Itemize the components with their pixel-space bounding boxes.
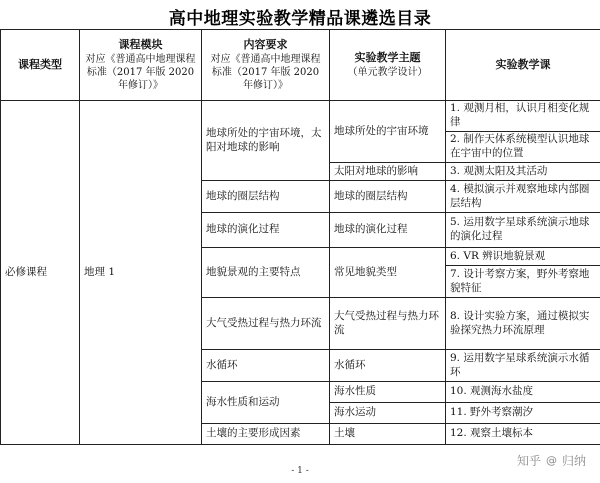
theme-cell: 海水性质 xyxy=(330,382,446,403)
header-theme-note: （单元教学设计） xyxy=(347,66,428,78)
module-cell: 地理 1 xyxy=(80,101,202,445)
lesson-cell: 10. 观测海水盐度 xyxy=(446,382,600,403)
theme-cell: 地球的圈层结构 xyxy=(330,181,446,213)
content-cell: 地貌景观的主要特点 xyxy=(202,248,330,298)
document-title: 高中地理实验教学精品课遴选目录 xyxy=(168,9,432,29)
lesson-cell: 11. 野外考察潮汐 xyxy=(446,403,600,424)
content-cell: 地球所处的宇宙环境，太阳对地球的影响 xyxy=(202,101,330,181)
theme-cell: 地球的演化过程 xyxy=(330,213,446,248)
theme-cell: 大气受热过程与热力环流 xyxy=(330,298,446,350)
lesson-cell: 4. 模拟演示并观察地球内部圈层结构 xyxy=(446,181,600,213)
lesson-cell: 8. 设计实验方案，通过模拟实验探究热力环流原理 xyxy=(446,298,600,350)
page-number: - 1 - xyxy=(291,466,309,476)
content-cell: 土壤的主要形成因素 xyxy=(202,424,330,445)
watermark-author: 归纳 xyxy=(561,454,586,468)
lesson-cell: 3. 观测太阳及其活动 xyxy=(446,163,600,181)
header-content-note: 对应《普通高中地理课程标准（2017 年版 2020 年修订）》 xyxy=(210,53,321,91)
content-cell: 地球的圈层结构 xyxy=(202,181,330,213)
content-cell: 水循环 xyxy=(202,350,330,382)
theme-cell: 土壤 xyxy=(330,424,446,445)
lesson-cell: 9. 运用数字星球系统演示水循环 xyxy=(446,350,600,382)
header-module-title: 课程模块 xyxy=(118,38,163,52)
lesson-cell: 12. 观察土壤标本 xyxy=(446,424,600,445)
course-type-cell: 必修课程 xyxy=(1,101,80,445)
theme-cell: 海水运动 xyxy=(330,403,446,424)
content-cell: 大气受热过程与热力环流 xyxy=(202,298,330,350)
watermark-at: @ xyxy=(545,454,557,467)
header-content xyxy=(202,30,330,101)
header-row xyxy=(1,30,600,101)
lesson-cell: 5. 运用数字星球系统演示地球的演化过程 xyxy=(446,213,600,248)
catalog-table xyxy=(0,29,600,445)
header-module-note: 对应《普通高中地理课程标准（2017 年版 2020 年修订）》 xyxy=(85,53,196,91)
lesson-cell: 1. 观测月相，认识月相变化规律 xyxy=(446,101,600,132)
watermark-site: 知乎 xyxy=(516,454,541,468)
header-content-title: 内容要求 xyxy=(243,38,288,52)
theme-cell: 常见地貌类型 xyxy=(330,248,446,298)
lesson-cell: 7. 设计考察方案，野外考察地貌特征 xyxy=(446,266,600,298)
theme-cell: 地球所处的宇宙环境 xyxy=(330,101,446,163)
header-course-type: 课程类型 xyxy=(1,30,80,101)
content-cell: 地球的演化过程 xyxy=(202,213,330,248)
header-theme xyxy=(330,30,446,101)
theme-cell: 水循环 xyxy=(330,350,446,382)
lesson-cell: 2. 制作天体系统模型认识地球在宇宙中的位置 xyxy=(446,132,600,163)
header-lessons: 实验教学课 xyxy=(446,30,600,101)
header-module xyxy=(80,30,202,101)
content-cell: 海水性质和运动 xyxy=(202,382,330,424)
theme-cell: 太阳对地球的影响 xyxy=(330,163,446,181)
table-row xyxy=(1,101,600,132)
header-theme-title: 实验教学主题 xyxy=(354,51,421,65)
lesson-cell: 6. VR 辨识地貌景观 xyxy=(446,248,600,266)
